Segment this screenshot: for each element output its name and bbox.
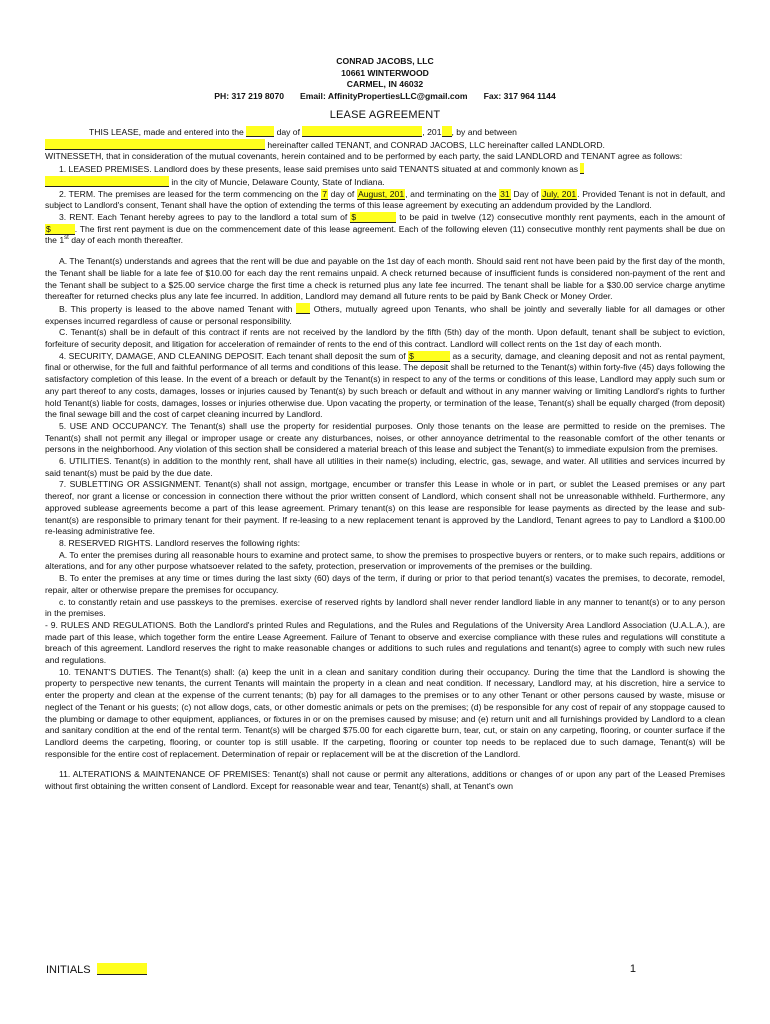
total-rent-field[interactable]: $ — [350, 212, 396, 223]
lease-document — [45, 56, 725, 793]
section-6: 6. UTILITIES. Tenant(s) in addition to the monthly rent, shall have all utilities in their name(s) including, electric, gas, sewage, and water. All utilities and services incurred by said tenant(s) must be paid by the due date. — [45, 456, 725, 478]
section-3c: C. Tenant(s) shall be in default of this contract if rents are not received by the landlord by the fifth (5th) day of the month. Upon default, tenant shall be subject to eviction, forfeiture of security deposit, and litigation for acceleration of remainder of rents to the end of this contract. Landlord will collect rents on the 1st day of each month. — [45, 327, 725, 350]
end-date-field[interactable]: July, 201 — [542, 188, 577, 199]
section-8a: A. To enter the premises during all reasonable hours to examine and protect same, to show the premises to prospective buyers or renters, or to make such repairs, additions or alterations, and for any other purpose whatsoever related to the safety, protection, preservation or improvements of the premises or the building. — [45, 549, 725, 572]
section-1-text: 1. LEASED PREMISES. Landlord does by these presents, lease said premises unto said TENANTS situated at and commonly known as — [59, 164, 579, 175]
section-3b-text: Others, mutually agreed upon Tenants, who shall be jointly and severally liable for all damages or other expenses incurred regardless of cause or personal responsibility. — [45, 303, 726, 326]
section-3-text: 3. RENT. Each Tenant hereby agrees to pay to the landlord a total sum of — [59, 212, 348, 222]
section-10: 10. TENANT'S DUTIES. The Tenant(s) shall: (a) keep the unit in a clean and sanitary condition during their occupancy. During the time that the Landlord is showing the property to perspective new tenants, the current Tenants will maintain the property in a clean and neat condition. If necessary, Landlord may, at his discretion, hire a service to enter the property and clean at the expense of the current tenants; (b) pay for all damages to the premises or to any other Tenant or other persons caused by waste, misuse or neglect of the Tenant or his guests; (c) not allow dogs, cats, or other domestic animals or pets on the premises; (d) be responsible for any cost of repair of any stoppage caused to the plumbing or damage to other equipment, appliances, or fixtures in or on the premises caused by misuse; and (e) return unit and all furnishings provided by Landlord to a clean and sanitary condition at the end of the rental term. Tenant(s) will be charged $75.00 for each cigarette burn, tear, cut, or stain on any carpeting, flooring, or counter surface if the Landlord deems the carpeting, flooring, or counter top is still usable. If the carpeting, flooring or counter top needs to be replaced due to such damage, Tenant(s) will be responsible for the entire cost of replacement. Determination of repair or replacement will be at the discretion of the Landlord. — [45, 666, 725, 759]
section-3b-text: B. This property is leased to the above named Tenant with — [59, 303, 293, 314]
section-1-cont — [45, 176, 725, 189]
page-number: 1 — [629, 963, 636, 975]
section-2-text: 2. TERM. The premises are leased for the term commencing on the — [59, 188, 319, 199]
start-date-field[interactable]: August, 201 — [357, 188, 405, 199]
initials-label: INITIALS — [46, 964, 91, 976]
section-4-text: 4. SECURITY, DAMAGE, AND CLEANING DEPOSIT. Each tenant shall deposit the sum of — [59, 350, 406, 361]
initials-area — [46, 963, 147, 976]
section-1-text: in the city of Muncie, Delaware County, State of Indiana. — [171, 176, 385, 187]
section-3a: A. The Tenant(s) understands and agrees that the rent will be due and payable on the 1st day of each month. Should said rent not have been paid by the first day of the month, the Tenant shall be liable for a late fee of $10.00 for each day the rent remains unpaid. A check returned because of insufficient funds is considered non-payment of the rent and the Tenant shall be subject to a $25.00 service charge the first time a check is returned plus any late fee incurred. The tenant shall be liable for a $30.00 service charge anytime thereafter for returned checks plus any late fee incurred. In addition, Landlord may demand all future rents to be paid by Bank Check or Money Order. — [45, 256, 725, 302]
start-day-field[interactable]: 7 — [322, 188, 327, 199]
section-2-text: Day of — [513, 188, 539, 199]
section-3b — [45, 303, 725, 327]
intro-parties — [45, 139, 725, 152]
month-field[interactable] — [302, 126, 422, 137]
ordinal-suffix: st — [64, 235, 69, 242]
street-address: 10661 WINTERWOOD — [341, 67, 429, 78]
section-8b: B. To enter the premises at any time or times during the last sixty (60) days of the term, if during or prior to that period tenant(s) vacates the premises, to decorate, remodel, repair, alter or otherwise prepare the premises for occupancy. — [45, 573, 725, 595]
email: Email: AffinityPropertiesLLC@gmail.com — [300, 90, 468, 101]
premises-address-field[interactable] — [45, 176, 169, 187]
page-footer — [46, 963, 636, 976]
section-1 — [45, 163, 725, 176]
section-2-text: . Provided Tenant is not in default, and subject to Landlord's consent, Tenant shall have the option of extending the terms of this lease agreement by executing an addendum provided by the Landlord. — [45, 188, 726, 211]
intro-text: THIS LEASE, made and entered into the — [89, 127, 244, 138]
tenant-name-field[interactable] — [45, 139, 265, 150]
section-3-text: . The first rent payment is due on the commencement date of this lease agreement. Each of the following eleven (11) consecutive monthly rent payments shall be due on the 1 — [45, 223, 725, 246]
section-9: - 9. RULES AND REGULATIONS. Both the Landlord's printed Rules and Regulations, and the Rules and Regulations of the University Area Landlord Association (U.A.L.A.), are made part of this lease, which together form the entire Lease Agreement. Failure of Tenant to observe and exercise compliance with these rules and regulations will constitute a breach of this agreement. Landlord reserves the right to make reasonable changes or additions to such rules and regulations and tenant(s) agree to comply with such new rules and regulations. — [45, 619, 725, 666]
others-count-field[interactable] — [296, 303, 310, 314]
fax: Fax: 317 964 1144 — [483, 90, 556, 101]
document-title: LEASE AGREEMENT — [329, 109, 441, 122]
section-8c: c. to constantly retain and use passkeys to the premises. exercise of reserved rights by landlord shall never render landlord liable in any manner to tenant(s) or to any person in the premises. — [45, 596, 725, 619]
day-field[interactable] — [246, 126, 274, 137]
section-3 — [45, 212, 725, 247]
section-7: 7. SUBLETTING OR ASSIGNMENT. Tenant(s) shall not assign, mortgage, encumber or transfer this Lease in whole or in part, or sublet the Leased premises or any part thereof, nor grant a license or concession in connection there without the prior written consent of Landlord, which consent shall not be unreasonable withheld. Furthermore, any approved sublease agreements become a part of this lease agreement. Primary tenant(s) on this lease are responsible for lease payments as directed by the lease and sub-tenant(s) are responsible to primary tenant for their payment. If re-leasing to a new replacement tenant is approved by the Landlord, Tenant agrees to pay to Landlord a $100.00 re-leasing administrative fee. — [45, 479, 725, 537]
section-5: 5. USE AND OCCUPANCY. The Tenant(s) shall use the property for residential purposes. Only those tenants on the lease are permitted to reside on the premises. The Tenant(s) shall not permit any illegal or improper usage or create any disturbances, noises, or other annoyance detrimental to the reasonable comfort of the other tenants or persons in the neighborhood. Any violation of this section shall be considered a material breach of this lease and subject the Tenant(s) to immediate expulsion from the premises. — [45, 420, 725, 455]
end-day-field[interactable]: 31 — [500, 188, 510, 199]
section-3-text: day of each month thereafter. — [71, 235, 183, 246]
letterhead — [45, 56, 725, 102]
section-2 — [45, 189, 725, 212]
year-prefix: , 201 — [422, 127, 442, 138]
section-3-text: to be paid in twelve (12) consecutive monthly rent payments, each in the amount of — [399, 212, 726, 222]
section-4-text: as a security, damage, and cleaning deposit and not as rental payment, final or otherwise, for the full and faithful performance of all terms and conditions of this lease. The deposit shall be returned to the Tenant(s) within forty-five (45) days following the satisfactory completion of this lease. In the event of a breach or default by the Tenant(s) in respect to any of the terms or conditions of this lease, Landlord may apply such sum or any part thereof to any costs, damages, losses or injuries caused by Tenant(s) by such breach or default and without in any manner waiving or limiting Landlord's rights to further hold Tenant(s) liable for costs, damages, losses or injuries otherwise due. Upon vacating the property, or termination of the lease, Tenant(s) shall be equally charged (from deposit) the final sewage bill and the cost of carpet cleaning incurred by Landlord. — [45, 350, 725, 420]
contact-line — [45, 91, 725, 103]
intro-paragraph — [45, 126, 725, 139]
section-11: 11. ALTERATIONS & MAINTENANCE OF PREMISES: Tenant(s) shall not cause or permit any alterations, additions or changes of or upon any part of the Leased Premises without first obtaining the written consent of Landlord. Except for reasonable wear and tear, Tenant(s) shall, at Tenant's own — [45, 769, 725, 792]
city-address: CARMEL, IN 46032 — [346, 79, 424, 90]
witnesseth: WITNESSETH, that in consideration of the mutual covenants, herein contained and to be performed by each party, the said LANDLORD and TENANT agree as follows: — [45, 151, 683, 162]
section-2-text: , and terminating on the — [405, 188, 497, 199]
intro-text: , by and between — [451, 127, 517, 138]
initials-field[interactable] — [97, 963, 147, 975]
section-4 — [45, 351, 725, 421]
section-2-text: day of — [330, 188, 355, 199]
company-name: CONRAD JACOBS, LLC — [336, 56, 434, 66]
intro-text: day of — [276, 127, 300, 138]
premises-field-start[interactable] — [580, 163, 584, 174]
year-field[interactable] — [442, 126, 452, 137]
intro-text: hereinafter called TENANT, and CONRAD JACOBS, LLC hereinafter called LANDLORD. — [267, 139, 605, 150]
deposit-field[interactable]: $ — [408, 351, 450, 362]
section-8: 8. RESERVED RIGHTS. Landlord reserves the following rights: — [59, 537, 301, 548]
monthly-rent-field[interactable]: $ — [45, 224, 75, 235]
phone: PH: 317 219 8070 — [214, 90, 285, 101]
